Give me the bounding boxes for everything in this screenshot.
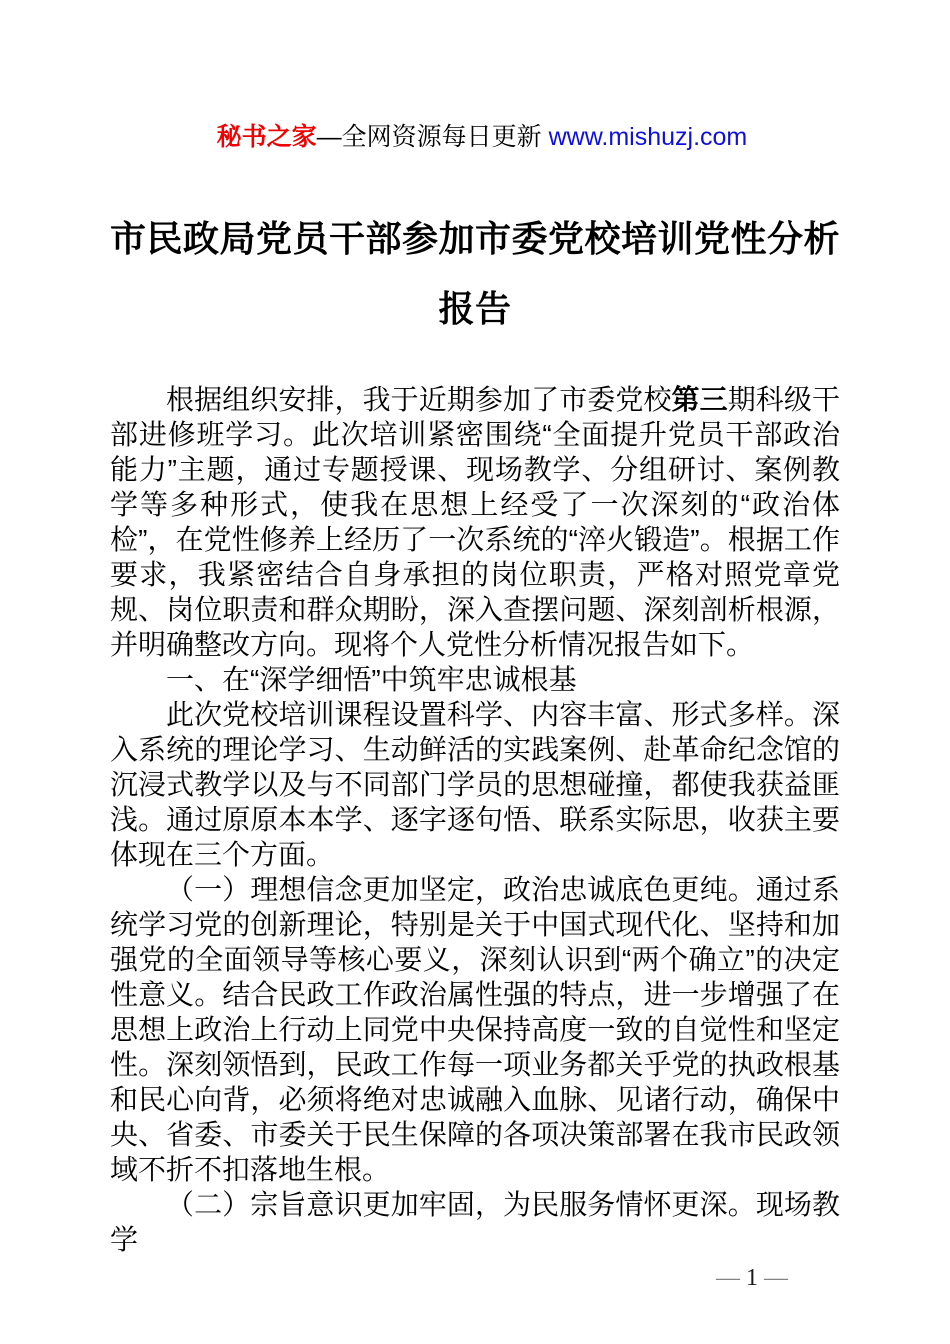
document-body bbox=[110, 382, 840, 1257]
paragraph bbox=[110, 872, 840, 1187]
site-brand: 秘书之家 bbox=[216, 123, 317, 151]
section-heading bbox=[110, 662, 840, 697]
page-number-dash-left: — bbox=[716, 1265, 746, 1291]
page-number-value: 1 bbox=[746, 1265, 758, 1291]
text-segment: 第三 bbox=[671, 384, 728, 415]
text-segment: （二）宗旨意识更加牢固，为民服务情怀更深。现场教学 bbox=[110, 1189, 840, 1255]
page-header bbox=[0, 0, 950, 154]
site-url[interactable]: www.mishuzj.com bbox=[548, 123, 748, 151]
text-segment: 一、在“深学细悟”中筑牢忠诚根基 bbox=[166, 664, 577, 695]
text-segment: （一）理想信念更加坚定，政治忠诚底色更纯。通过系统学习党的创新理论，特别是关于中国式现代化、坚持和加强党的全面领导等核心要义，深刻认识到“两个确立”的决定性意义。结合民政工作政治属性强的特点，进一步增强了在思想上政治上行动上同党中央保持高度一致的自觉性和坚定性。深刻领悟到，民政工作每一项业务都关乎党的执政根基和民心向背，必须将绝对忠诚融入血脉、见诸行动，确保中央、省委、市委关于民生保障的各项决策部署在我市民政领域不折不扣落地生根。 bbox=[110, 874, 840, 1185]
document-title: 市民政局党员干部参加市委党校培训党性分析报告 bbox=[110, 218, 841, 329]
text-segment: 根据组织安排，我于近期参加了市委党校 bbox=[166, 384, 672, 415]
paragraph bbox=[110, 697, 840, 872]
paragraph bbox=[110, 382, 840, 662]
site-tagline: —全网资源每日更新 bbox=[316, 123, 549, 151]
text-segment: 期科级干部进修班学习。此次培训紧密围绕“全面提升党员干部政治能力”主题，通过专题授课、现场教学、分组研讨、案例教学等多种形式，使我在思想上经受了一次深刻的“政治体检”，在党性修养上经历了一次系统的“淬火锻造”。根据工作要求，我紧密结合自身承担的岗位职责，严格对照党章党规、岗位职责和群众期盼，深入查摆问题、深刻剖析根源，并明确整改方向。现将个人党性分析情况报告如下。 bbox=[110, 384, 840, 660]
page-number bbox=[704, 1238, 788, 1292]
page-number-dash-right: — bbox=[758, 1265, 788, 1291]
text-segment: 此次党校培训课程设置科学、内容丰富、形式多样。深入系统的理论学习、生动鲜活的实践案例、赴革命纪念馆的沉浸式教学以及与不同部门学员的思想碰撞，都使我获益匪浅。通过原原本本学、逐字逐句悟、联系实际思，收获主要体现在三个方面。 bbox=[110, 699, 840, 870]
